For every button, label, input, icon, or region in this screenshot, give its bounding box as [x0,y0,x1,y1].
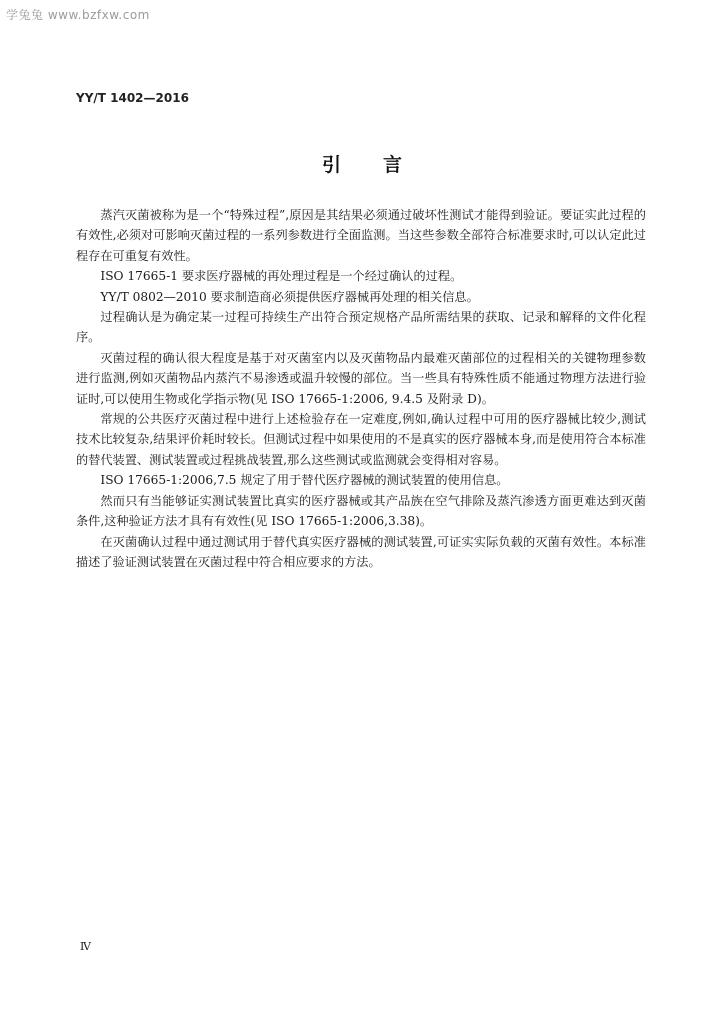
paragraph: 过程确认是为确定某一过程可持续生产出符合预定规格产品所需结果的获取、记录和解释的文件化程序。 [76,310,646,345]
paragraph: ISO 17665-1 要求医疗器械的再处理过程是一个经过确认的过程。 [100,269,463,284]
document-code: YY/T 1402—2016 [76,91,189,105]
page-title: 引言 [321,154,444,176]
paragraph: 蒸汽灭菌被称为是一个“特殊过程”,原因是其结果必须通过破坏性测试才能得到验证。要证实此过程的有效性,必须对可影响灭菌过程的一系列参数进行全面监测。当这些参数全部符合标准要求时,可以认定此过程存在可重复有效性。 [76,208,646,263]
paragraph: YY/T 0802—2010 要求制造商必须提供医疗器械再处理的相关信息。 [100,289,479,304]
paragraph: 然而只有当能够证实测试装置比真实的医疗器械或其产品族在空气排除及蒸汽渗透方面更难达到灭菌条件,这种验证方法才具有有效性(见 ISO 17665-1:2006,3.38)。 [76,493,646,529]
page-number: Ⅳ [80,940,91,953]
paragraph: 在灭菌确认过程中通过测试用于替代真实医疗器械的测试装置,可证实实际负载的灭菌有效性。本标准描述了验证测试装置在灭菌过程中符合相应要求的方法。 [76,534,646,569]
paragraph: 常规的公共医疗灭菌过程中进行上述检验存在一定难度,例如,确认过程中可用的医疗器械比较少,测试技术比较复杂,结果评价耗时较长。但测试过程中如果使用的不是真实的医疗器械本身,而是使用符合本标准的替代装置、测试装置或过程挑战装置,那么这些测试或监测就会变得相对容易。 [76,412,646,467]
paragraph: 灭菌过程的确认很大程度是基于对灭菌室内以及灭菌物品内最难灭菌部位的过程相关的关键物理参数进行监测,例如灭菌物品内蒸汽不易渗透或温升较慢的部位。当一些具有特殊性质不能通过物理方法进行验证时,可以使用生物或化学指示物(见 ISO 17665-1:2006, 9.4.5 及附录 D)。 [76,350,646,406]
introduction-body [76,205,646,572]
paragraph: ISO 17665-1:2006,7.5 规定了用于替代医疗器械的测试装置的使用信息。 [100,473,509,488]
watermark-text: 学兔兔 www.bzfxw.com [6,8,150,22]
